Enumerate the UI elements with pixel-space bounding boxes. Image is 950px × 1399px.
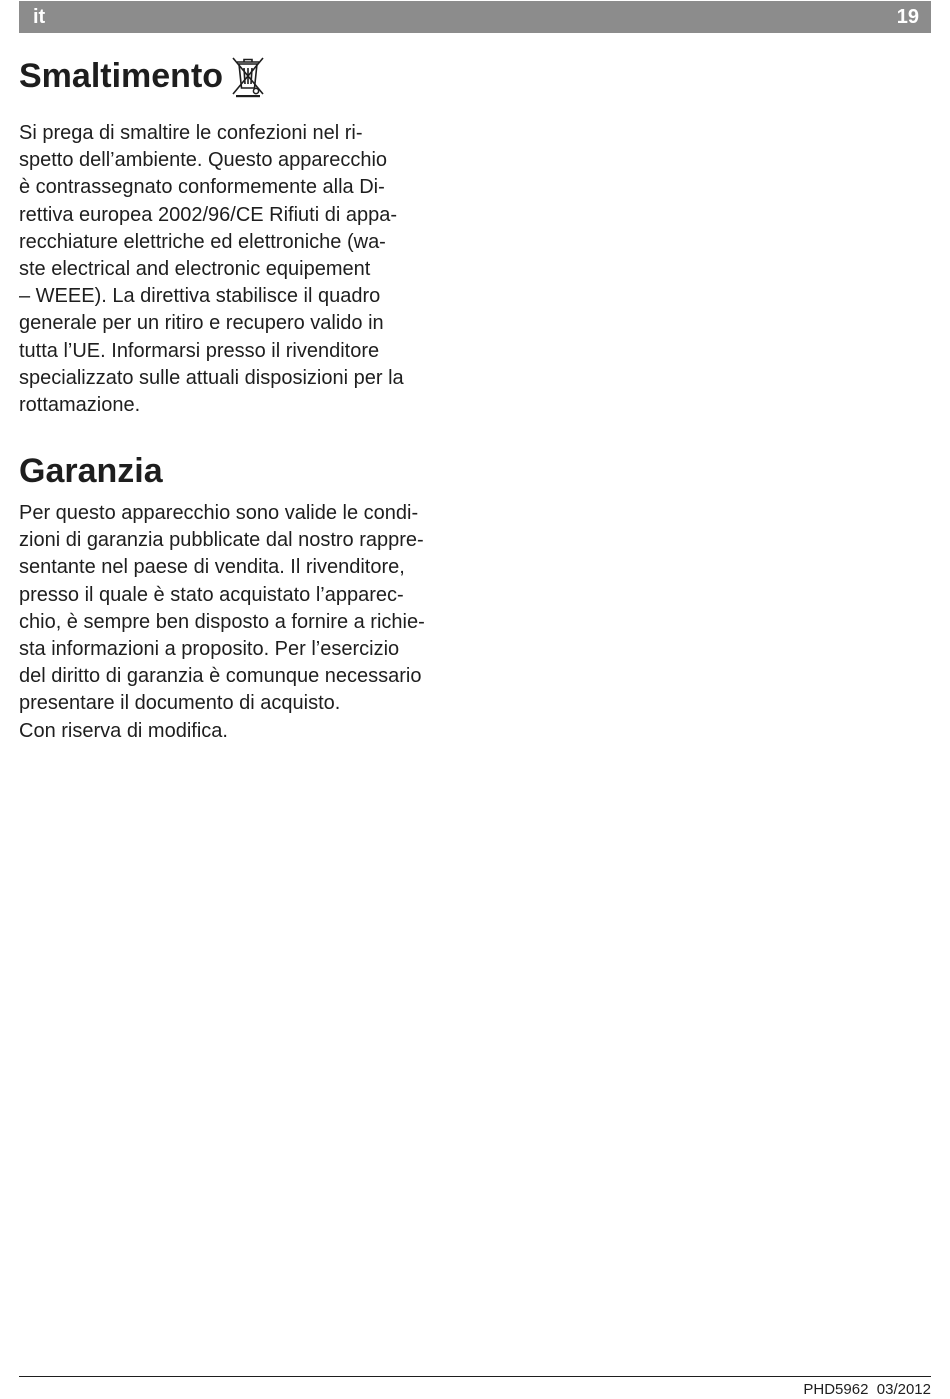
text-line: è contrassegnato conformemente alla Di- <box>19 176 385 199</box>
section-title-garanzia-text: Garanzia <box>19 452 163 490</box>
weee-crossed-bin-icon <box>229 54 267 98</box>
text-line: zioni di garanzia pubblicate dal nostro rappre- <box>19 529 424 552</box>
language-label: it <box>33 5 46 28</box>
section-title-smaltimento <box>19 54 267 98</box>
footer-model: PHD5962 <box>803 1381 869 1398</box>
text-line: Si prega di smaltire le confezioni nel ri- <box>19 122 363 144</box>
text-line: sentante nel paese di vendita. Il rivenditore, <box>19 556 405 579</box>
text-line: rottamazione. <box>19 394 141 417</box>
text-line: Per questo apparecchio sono valide le condi- <box>19 502 419 524</box>
footer-model-date <box>803 1381 931 1399</box>
text-line: rettiva europea 2002/96/CE Rifiuti di appa- <box>19 203 398 226</box>
page-header <box>19 1 931 33</box>
text-line: ste electrical and electronic equipement <box>19 258 371 281</box>
section-title-smaltimento-text: Smaltimento <box>19 57 224 95</box>
text-line: specializzato sulle attuali disposizioni per la <box>19 366 404 389</box>
page-number: 19 <box>896 5 919 28</box>
footer-date: 03/2012 <box>876 1381 931 1398</box>
text-line: chio, è sempre ben disposto a fornire a richie- <box>19 610 425 633</box>
section-title-garanzia <box>19 451 163 491</box>
garanzia-paragraph <box>19 500 479 745</box>
text-line: presso il quale è stato acquistato l’apparec- <box>19 583 404 606</box>
text-line: generale per un ritiro e recupero valido in <box>19 312 384 335</box>
text-line: spetto dell’ambiente. Questo apparecchio <box>19 149 388 172</box>
text-line: tutta l’UE. Informarsi presso il rivenditore <box>19 339 380 362</box>
text-line: presentare il documento di acquisto. <box>19 692 341 715</box>
text-line: – WEEE). La direttiva stabilisce il quadro <box>19 285 381 308</box>
text-line: sta informazioni a proposito. Per l’esercizio <box>19 638 400 661</box>
text-line: recchiature elettriche ed elettroniche (wa- <box>19 230 386 253</box>
text-line: del diritto di garanzia è comunque necessario <box>19 665 422 688</box>
text-line: Con riserva di modifica. <box>19 719 228 742</box>
smaltimento-paragraph <box>19 120 479 419</box>
footer-divider <box>19 1376 931 1377</box>
